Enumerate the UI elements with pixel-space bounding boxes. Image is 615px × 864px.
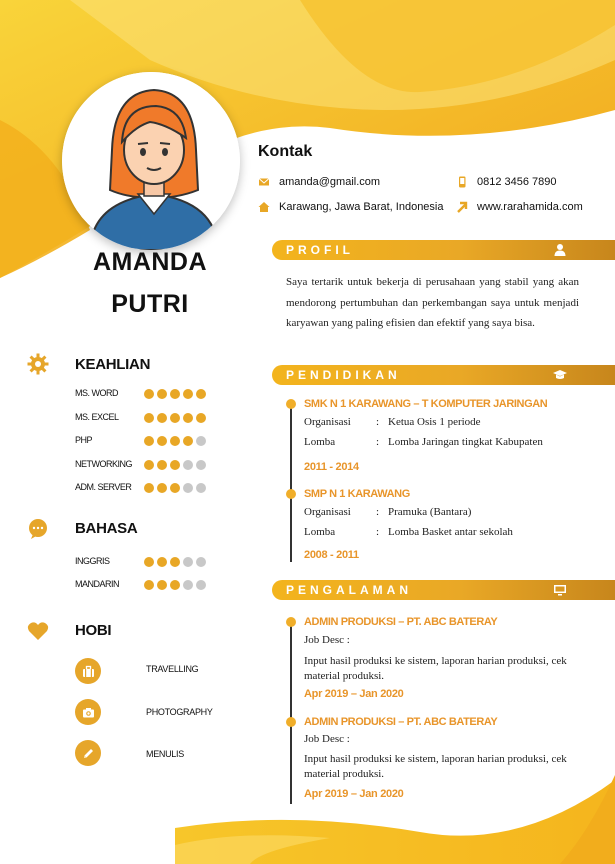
camera-icon: [75, 699, 101, 725]
rating-dot-filled: [170, 460, 180, 470]
rating-dot-filled: [144, 460, 154, 470]
rating-dot-filled: [170, 436, 180, 446]
education-comp-row: Lomba : Lomba Jaringan tingkat Kabupaten: [304, 436, 543, 448]
education-years: 2008 - 2011: [304, 549, 359, 561]
rating-dot-filled: [157, 436, 167, 446]
pendidikan-title: PENDIDIKAN: [286, 368, 401, 382]
timeline-dot: [286, 399, 296, 409]
experience-period: Apr 2019 – Jan 2020: [304, 688, 404, 700]
rating-dot-filled: [144, 483, 154, 493]
rating-dot-filled: [170, 483, 180, 493]
contact-address: [257, 200, 444, 214]
suitcase-icon: [75, 658, 101, 684]
contact-email[interactable]: [257, 175, 380, 189]
chat-bubble-icon: [27, 518, 49, 540]
phone-icon: [455, 175, 469, 189]
job-desc-label: Job Desc :: [304, 634, 350, 646]
timeline-dot: [286, 489, 296, 499]
rating-dot-filled: [157, 557, 167, 567]
skill-label: NETWORKING: [75, 458, 132, 469]
rating-dot-filled: [157, 460, 167, 470]
skill-rating: [144, 389, 209, 399]
rating-dot-filled: [144, 389, 154, 399]
user-icon: [553, 243, 567, 257]
rating-dot-empty: [183, 580, 193, 590]
job-desc-label: Job Desc :: [304, 733, 350, 745]
rating-dot-filled: [144, 580, 154, 590]
timeline-dot: [286, 617, 296, 627]
heart-icon: [27, 620, 49, 642]
experience-title: ADMIN PRODUKSI – PT. ABC BATERAY: [304, 616, 498, 628]
hobbies-title: HOBI: [75, 622, 112, 639]
hobby-label: MENULIS: [146, 749, 184, 759]
rating-dot-filled: [144, 557, 154, 567]
rating-dot-empty: [183, 460, 193, 470]
contact-title: Kontak: [258, 143, 313, 160]
job-desc-text: Input hasil produksi ke sistem, laporan harian produksi, cek material produksi.: [304, 753, 567, 780]
job-desc-text: Input hasil produksi ke sistem, laporan harian produksi, cek material produksi.: [304, 655, 567, 682]
phone-text: 0812 3456 7890: [477, 176, 557, 188]
skill-label: INGGRIS: [75, 556, 110, 566]
education-org-row: Organisasi : Pramuka (Bantara): [304, 506, 472, 518]
last-name: PUTRI: [111, 290, 189, 318]
languages-title: BAHASA: [75, 520, 138, 537]
skill-rating: [144, 413, 209, 423]
rating-dot-filled: [157, 389, 167, 399]
rating-dot-filled: [170, 580, 180, 590]
rating-dot-filled: [196, 389, 206, 399]
contact-phone[interactable]: [455, 175, 557, 189]
rating-dot-filled: [157, 580, 167, 590]
mail-icon: [257, 175, 271, 189]
rating-dot-filled: [183, 436, 193, 446]
skill-label: PHP: [75, 435, 93, 445]
email-text: amanda@gmail.com: [279, 176, 381, 188]
skill-rating: [144, 436, 209, 446]
skill-rating: [144, 580, 209, 590]
education-years: 2011 - 2014: [304, 461, 359, 473]
pencil-icon: [75, 740, 101, 766]
website-text: www.rarahamida.com: [477, 201, 583, 213]
profil-text: Saya tertarik untuk bekerja di perusahaan yang stabil yang akan mendorong pertumbuhan dan perkembangan saya untuk menjadi karyawan yang paling efisien dan efektif yang saya bisa.: [286, 276, 579, 329]
rating-dot-filled: [157, 413, 167, 423]
skill-label: MANDARIN: [75, 579, 120, 589]
rating-dot-empty: [196, 557, 206, 567]
rating-dot-empty: [196, 580, 206, 590]
education-org-row: Organisasi : Ketua Osis 1 periode: [304, 416, 481, 428]
rating-dot-filled: [157, 483, 167, 493]
graduation-cap-icon: [553, 368, 567, 382]
rating-dot-empty: [196, 436, 206, 446]
pengalaman-title: PENGALAMAN: [286, 583, 412, 597]
profile-avatar: [62, 72, 240, 250]
profil-title: PROFIL: [286, 243, 354, 257]
experience-title: ADMIN PRODUKSI – PT. ABC BATERAY: [304, 716, 498, 728]
rating-dot-empty: [196, 483, 206, 493]
rating-dot-filled: [183, 413, 193, 423]
rating-dot-empty: [183, 483, 193, 493]
gear-icon: [27, 353, 49, 375]
skill-label: ADM. SERVER: [75, 482, 132, 492]
monitor-icon: [553, 583, 567, 597]
hobby-label: PHOTOGRAPHY: [146, 707, 213, 717]
pengalaman-section-bar: [272, 580, 615, 600]
rating-dot-empty: [196, 460, 206, 470]
rating-dot-filled: [170, 389, 180, 399]
home-icon: [257, 200, 271, 214]
profil-section-bar: [272, 240, 615, 260]
rating-dot-filled: [144, 436, 154, 446]
first-name: AMANDA: [92, 248, 208, 276]
arrow-icon: [455, 200, 469, 214]
rating-dot-empty: [183, 557, 193, 567]
education-comp-row: Lomba : Lomba Basket antar sekolah: [304, 526, 513, 538]
education-school: SMP N 1 KARAWANG: [304, 488, 410, 500]
education-timeline: [290, 402, 292, 562]
experience-period: Apr 2019 – Jan 2020: [304, 788, 404, 800]
rating-dot-filled: [196, 413, 206, 423]
rating-dot-filled: [170, 413, 180, 423]
experience-timeline: [290, 618, 292, 804]
rating-dot-filled: [170, 557, 180, 567]
hobby-label: TRAVELLING: [146, 664, 199, 674]
skill-rating: [144, 460, 209, 470]
contact-website[interactable]: [455, 200, 583, 214]
pendidikan-section-bar: [272, 365, 615, 385]
skills-title: KEAHLIAN: [75, 356, 151, 373]
skill-label: MS. WORD: [75, 388, 118, 398]
skill-label: MS. EXCEL: [75, 411, 119, 422]
address-text: Karawang, Jawa Barat, Indonesia: [279, 201, 444, 213]
skill-rating: [144, 483, 209, 493]
rating-dot-filled: [144, 413, 154, 423]
skill-rating: [144, 557, 209, 567]
education-school: SMK N 1 KARAWANG – T KOMPUTER JARINGAN: [304, 398, 548, 410]
timeline-dot: [286, 717, 296, 727]
rating-dot-filled: [183, 389, 193, 399]
